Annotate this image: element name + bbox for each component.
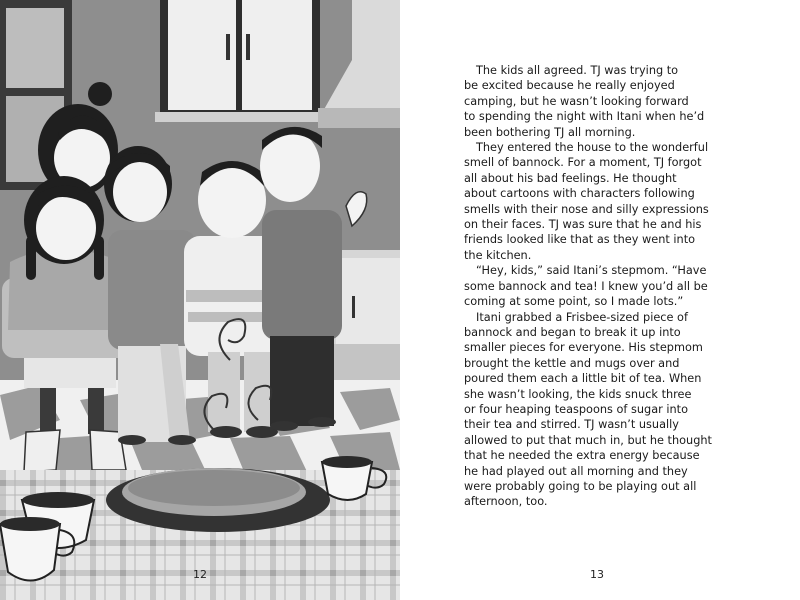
- text-line: “Hey, kids,” said Itani’s stepmom. “Have: [476, 264, 707, 278]
- text-line: about cartoons with characters following: [464, 187, 695, 201]
- text-line: all about his bad feelings. He thought: [464, 171, 677, 185]
- paragraph: [464, 63, 750, 140]
- text-line: Itani grabbed a Frisbee-sized piece of: [476, 310, 688, 324]
- text-line: the kitchen.: [464, 248, 532, 262]
- text-line: They entered the house to the wonderful: [476, 141, 709, 155]
- text-line: or four heaping teaspoons of sugar into: [464, 402, 689, 416]
- text-line: that he needed the extra energy because: [464, 449, 700, 463]
- paragraph: [464, 263, 750, 309]
- text-line: to spending the night with Itani when he’d: [464, 110, 705, 124]
- story-text: [464, 63, 750, 510]
- text-line: friends looked like that as they went into: [464, 233, 696, 247]
- text-line: brought the kettle and mugs over and: [464, 356, 680, 370]
- text-line: The kids all agreed. TJ was trying to: [476, 64, 679, 77]
- text-line: bannock and began to break it up into: [464, 325, 681, 339]
- text-line: their tea and stirred. TJ wasn’t usually: [464, 418, 679, 432]
- text-line: on their faces. TJ was sure that he and his: [464, 218, 702, 232]
- text-line: be excited because he really enjoyed: [464, 79, 675, 93]
- page-number-left: 12: [193, 568, 207, 581]
- paragraph: [464, 310, 750, 510]
- text-line: been bothering TJ all morning.: [464, 125, 636, 139]
- paragraph: [464, 140, 750, 263]
- text-line: camping, but he wasn’t looking forward: [464, 94, 689, 108]
- text-line: allowed to put that much in, but he thought: [464, 433, 712, 447]
- text-line: she wasn’t looking, the kids snuck three: [464, 387, 692, 401]
- bannock-tray: [106, 468, 330, 532]
- text-line: coming at some point, so I made lots.”: [464, 295, 684, 309]
- text-line: smaller pieces for everyone. His stepmom: [464, 341, 703, 355]
- right-page: [400, 0, 800, 600]
- text-line: some bannock and tea! I knew you’d all be: [464, 279, 708, 293]
- text-line: smells with their nose and silly expressions: [464, 202, 709, 216]
- text-line: afternoon, too.: [464, 495, 548, 509]
- text-line: he had played out all morning and they: [464, 464, 688, 478]
- text-line: were probably going to be playing out all: [464, 479, 697, 493]
- text-line: smell of bannock. For a moment, TJ forgot: [464, 156, 702, 170]
- page-number-right: 13: [590, 568, 604, 581]
- upper-cabinets: [155, 0, 325, 122]
- text-line: poured them each a little bit of tea. When: [464, 372, 702, 386]
